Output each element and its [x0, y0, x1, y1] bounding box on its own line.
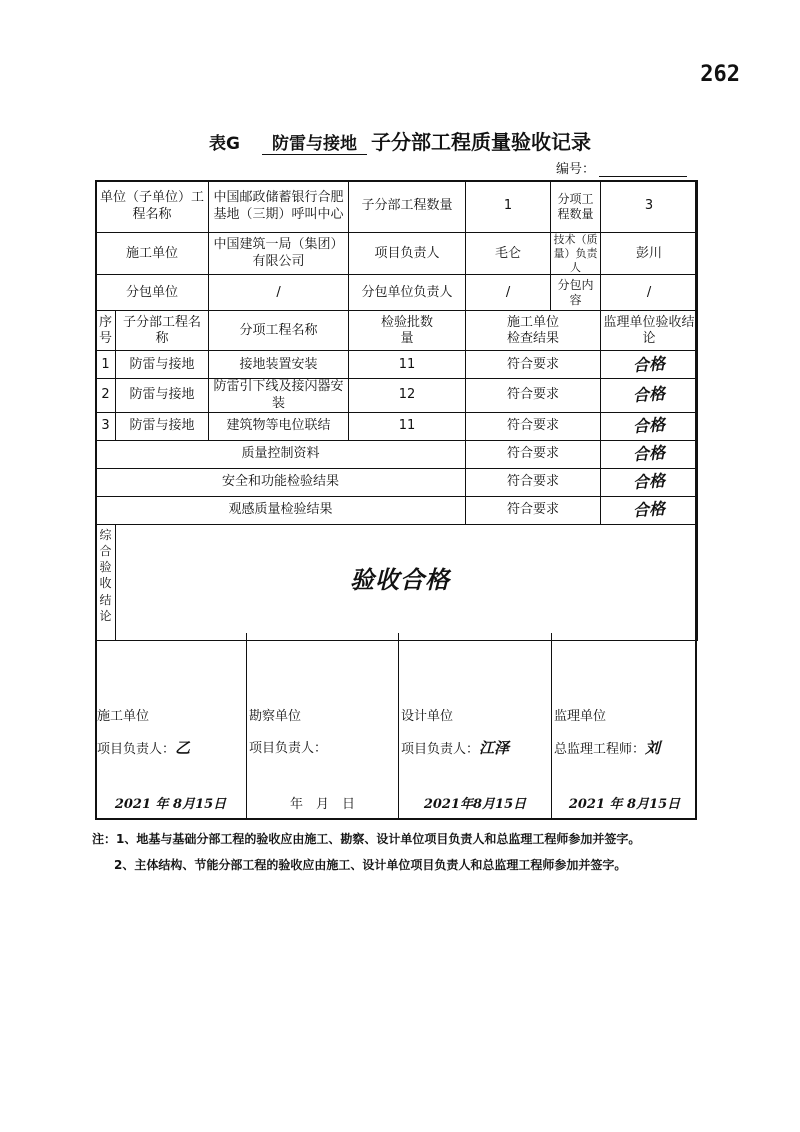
- subcontract-label: 分包单位: [96, 275, 209, 311]
- signature-person-label: 项目负责人：: [249, 741, 328, 756]
- pm-value: 毛仑: [466, 233, 551, 275]
- sub-pm-label: 分包单位负责人: [349, 275, 466, 311]
- conclusion-handwriting: 合格: [632, 353, 666, 375]
- signature-date: 2021年8月15日: [423, 797, 527, 812]
- sub-count-value: 1: [466, 181, 551, 233]
- pm-label: 项目负责人: [349, 233, 466, 275]
- overall-label: 综合验收结论: [99, 527, 112, 623]
- col-constructor-result: 施工单位检查结果: [466, 311, 601, 351]
- row-item-name: 接地装置安装: [209, 351, 349, 379]
- notes: [92, 826, 640, 878]
- col-item-name: 分项工程名称: [209, 311, 349, 351]
- handwritten-signature: 刘: [645, 739, 661, 757]
- summary-row: [96, 440, 698, 468]
- form-title: [0, 126, 800, 155]
- signature-survey: [247, 633, 399, 820]
- unit-label: 单位（子单位）工程名称: [96, 181, 209, 233]
- summary-label: 观感质量检验结果: [96, 496, 466, 524]
- signature-person-label: 总监理工程师：: [554, 742, 646, 757]
- form-code: 表G: [209, 134, 240, 154]
- signature-supervisor: [552, 633, 697, 820]
- summary-row: [96, 468, 698, 496]
- row-item-name: 建筑物等电位联结: [209, 412, 349, 440]
- summary-result: 符合要求: [466, 440, 601, 468]
- summary-label: 安全和功能检验结果: [96, 468, 466, 496]
- item-count-label: 分项工程数量: [551, 181, 601, 233]
- conclusion-handwriting: 合格: [632, 415, 666, 437]
- signature-person-label: 项目负责人：: [97, 742, 176, 757]
- constructor-label: 施工单位: [96, 233, 209, 275]
- handwritten-signature: 江泽: [479, 739, 510, 757]
- item-count-value: 3: [601, 181, 698, 233]
- handwritten-signature: 乙: [175, 739, 191, 757]
- overall-label-cell: [96, 524, 116, 640]
- signature-design: [399, 633, 552, 820]
- col-seq: 序号: [96, 311, 116, 351]
- signature-person: [554, 737, 660, 758]
- sub-count-label: 子分部工程数量: [349, 181, 466, 233]
- row-seq: 1: [96, 351, 116, 379]
- col-sub-name: 子分部工程名称: [116, 311, 209, 351]
- summary-conclusion: [601, 468, 698, 496]
- col-supervisor-conclusion: 监理单位验收结论: [601, 311, 698, 351]
- summary-label: 质量控制资料: [96, 440, 466, 468]
- constructor-value: 中国建筑一局（集团）有限公司: [209, 233, 349, 275]
- serial-number: [556, 158, 687, 177]
- signature-area: [95, 633, 697, 820]
- overall-conclusion-handwriting: 验收合格: [350, 565, 450, 594]
- subdivision-name: 防雷与接地: [262, 129, 367, 155]
- table-row: [96, 351, 698, 379]
- summary-result: 符合要求: [466, 496, 601, 524]
- sub-pm-value: /: [466, 275, 551, 311]
- tech-label: 技术（质量）负责人: [551, 233, 601, 275]
- summary-result: 符合要求: [466, 468, 601, 496]
- signature-person-label: 项目负责人：: [401, 742, 480, 757]
- table-row: [96, 379, 698, 413]
- signature-org: 勘察单位: [249, 709, 302, 724]
- col-batches: 检验批数量: [349, 311, 466, 351]
- note-2: 2、主体结构、节能分部工程的验收应由施工、设计单位项目负责人和总监理工程师参加并签字。: [114, 858, 627, 872]
- table-row: [96, 412, 698, 440]
- conclusion-handwriting: 合格: [632, 384, 666, 406]
- signature-person: [249, 737, 327, 756]
- row-batches: 12: [349, 379, 466, 413]
- row-sub-name: 防雷与接地: [116, 351, 209, 379]
- summary-conclusion: [601, 496, 698, 524]
- row-seq: 2: [96, 379, 116, 413]
- sub-content-value: /: [601, 275, 698, 311]
- tech-value: 彭川: [601, 233, 698, 275]
- summary-conclusion: [601, 440, 698, 468]
- row-result: 符合要求: [466, 351, 601, 379]
- signature-org: 设计单位: [401, 709, 454, 724]
- row-sub-name: 防雷与接地: [116, 379, 209, 413]
- row-conclusion: [601, 379, 698, 413]
- serial-label: 编号：: [556, 162, 596, 177]
- conclusion-handwriting: 合格: [632, 499, 666, 521]
- subcontract-value: /: [209, 275, 349, 311]
- note-1: 注：1、地基与基础分部工程的验收应由施工、勘察、设计单位项目负责人和总监理工程师参加并签字。: [92, 832, 641, 846]
- sub-content-label: 分包内容: [551, 275, 601, 311]
- signature-constructor: [95, 633, 247, 820]
- page-number: 262: [700, 62, 740, 87]
- row-conclusion: [601, 412, 698, 440]
- row-batches: 11: [349, 351, 466, 379]
- row-item-name: 防雷引下线及接闪器安装: [209, 379, 349, 413]
- signature-date: 年 月 日: [289, 797, 355, 812]
- signature-date: 2021 年 8月15日: [568, 797, 681, 812]
- row-seq: 3: [96, 412, 116, 440]
- summary-row: [96, 496, 698, 524]
- signature-date: 2021 年 8月15日: [114, 797, 227, 812]
- serial-blank: [599, 162, 687, 177]
- form-title-suffix: 子分部工程质量验收记录: [370, 130, 591, 154]
- row-result: 符合要求: [466, 412, 601, 440]
- signature-person: [97, 737, 190, 758]
- row-batches: 11: [349, 412, 466, 440]
- unit-value: 中国邮政储蓄银行合肥基地（三期）呼叫中心: [209, 181, 349, 233]
- row-result: 符合要求: [466, 379, 601, 413]
- row-sub-name: 防雷与接地: [116, 412, 209, 440]
- signature-org: 监理单位: [554, 709, 607, 724]
- row-conclusion: [601, 351, 698, 379]
- signature-org: 施工单位: [97, 709, 150, 724]
- conclusion-handwriting: 合格: [632, 471, 666, 493]
- signature-person: [401, 737, 509, 758]
- conclusion-handwriting: 合格: [632, 443, 666, 465]
